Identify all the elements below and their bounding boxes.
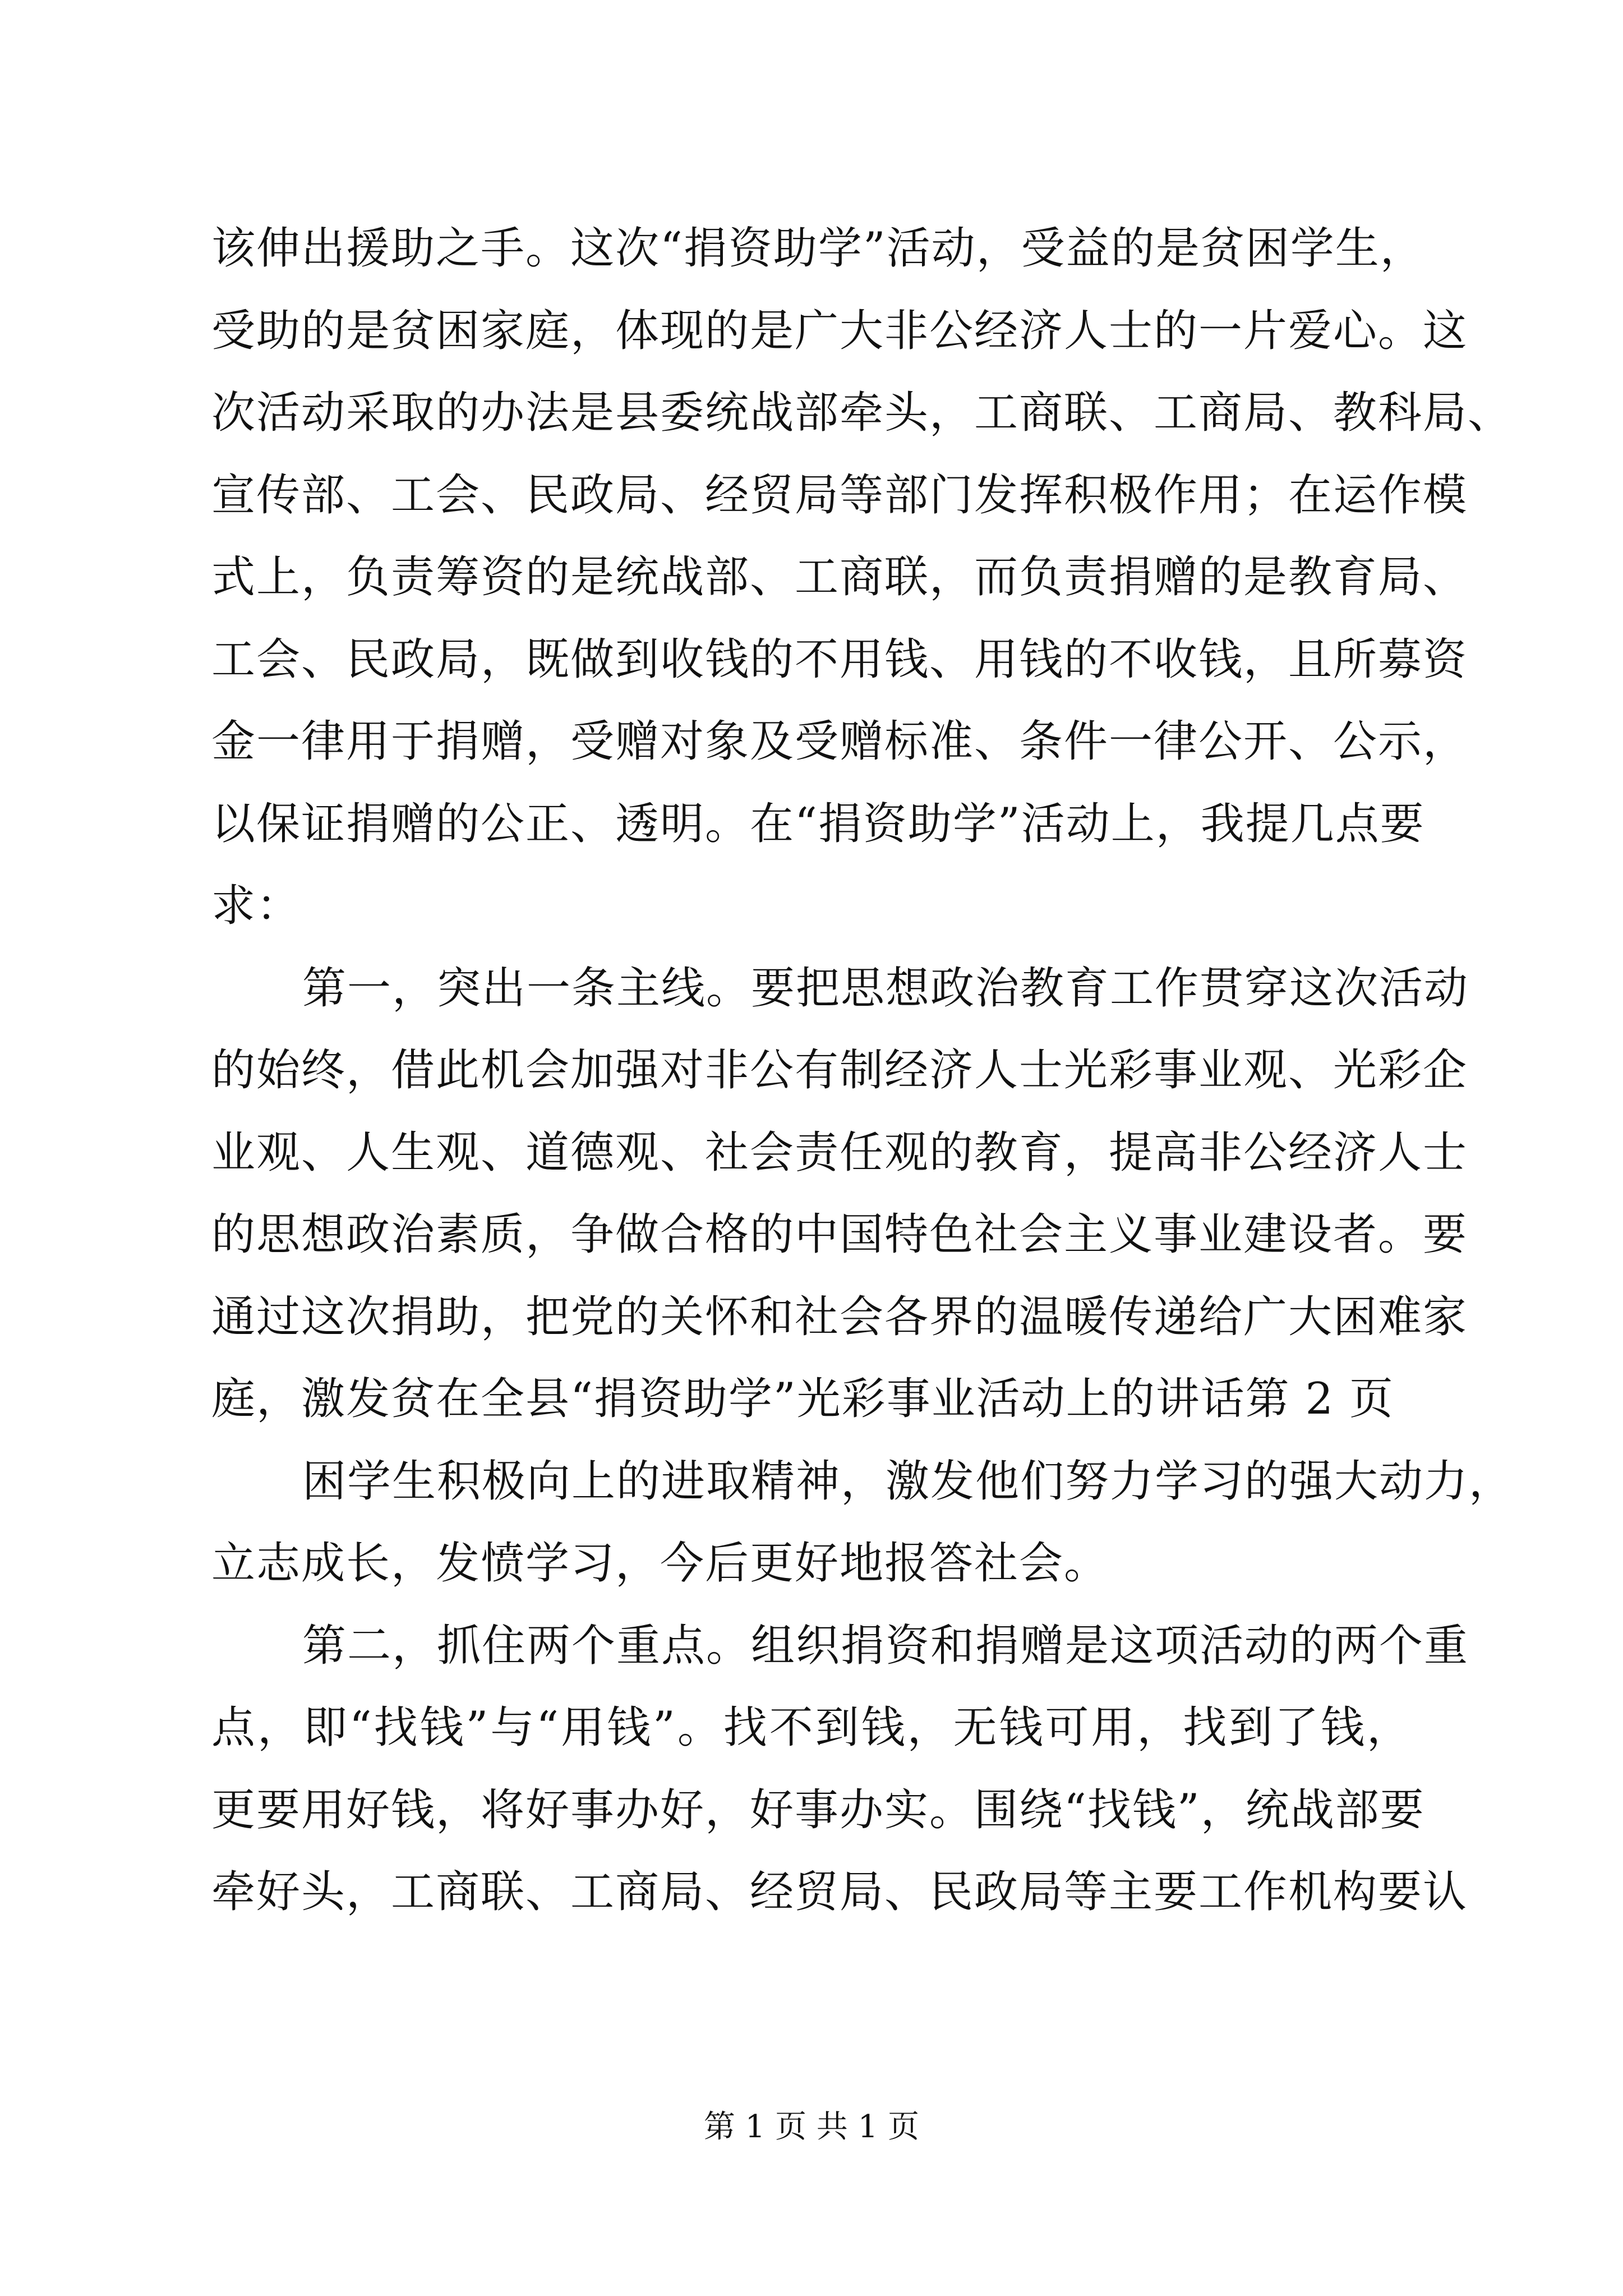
text-line: 业观、人生观、道德观、社会责任观的教育，提高非公经济人士 [211,1127,1468,1178]
text-line: 通过这次捐助，把党的关怀和社会各界的温暖传递给广大困难家 [211,1291,1468,1342]
text-line: 困学生积极向上的进取精神，激发他们努力学习的强大动力， [302,1456,1514,1507]
text-line: 以保证捐赠的公正、透明。在“捐资助学”活动上，我提几点要 [211,798,1425,849]
page-footer: 第 1 页 共 1 页 [703,2109,920,2145]
document-body [211,208,1514,1934]
text-line: 第一，突出一条主线。要把思想政治教育工作贯穿这次活动 [302,963,1469,1014]
text-line: 该伸出援助之手。这次“捐资助学”活动，受益的是贫困学生， [211,223,1425,274]
text-line: 工会、民政局，既做到收钱的不用钱、用钱的不收钱，且所募资 [211,634,1468,685]
text-line: 宣传部、工会、民政局、经贸局等部门发挥积极作用；在运作模 [211,470,1468,521]
text-line: 更要用好钱，将好事办好，好事办实。围绕“找钱”，统战部要 [211,1784,1425,1835]
text-line: 求： [211,881,302,931]
text-line: 金一律用于捐赠，受赠对象及受赠标准、条件一律公开、公示， [211,716,1468,767]
text-line: 立志成长，发愤学习，今后更好地报答社会。 [211,1538,1109,1589]
text-line: 第二，抓住两个重点。组织捐资和捐赠是这项活动的两个重 [302,1620,1469,1671]
text-line: 的思想政治素质，争做合格的中国特色社会主义事业建设者。要 [211,1209,1468,1260]
text-line: 次活动采取的办法是县委统战部牵头，工商联、工商局、教科局、 [211,388,1513,438]
text-line: 庭，激发贫在全县“捐资助学”光彩事业活动上的讲话第 2 页 [211,1374,1394,1424]
text-line: 点，即“找钱”与“用钱”。找不到钱，无钱可用，找到了钱， [211,1703,1412,1753]
text-line: 的始终，借此机会加强对非公有制经济人士光彩事业观、光彩企 [211,1045,1468,1096]
text-line: 式上，负责筹资的是统战部、工商联，而负责捐赠的是教育局、 [211,552,1468,602]
text-line: 牵好头，工商联、工商局、经贸局、民政局等主要工作机构要认 [211,1867,1468,1917]
text-line: 受助的是贫困家庭，体现的是广大非公经济人士的一片爱心。这 [211,305,1468,356]
